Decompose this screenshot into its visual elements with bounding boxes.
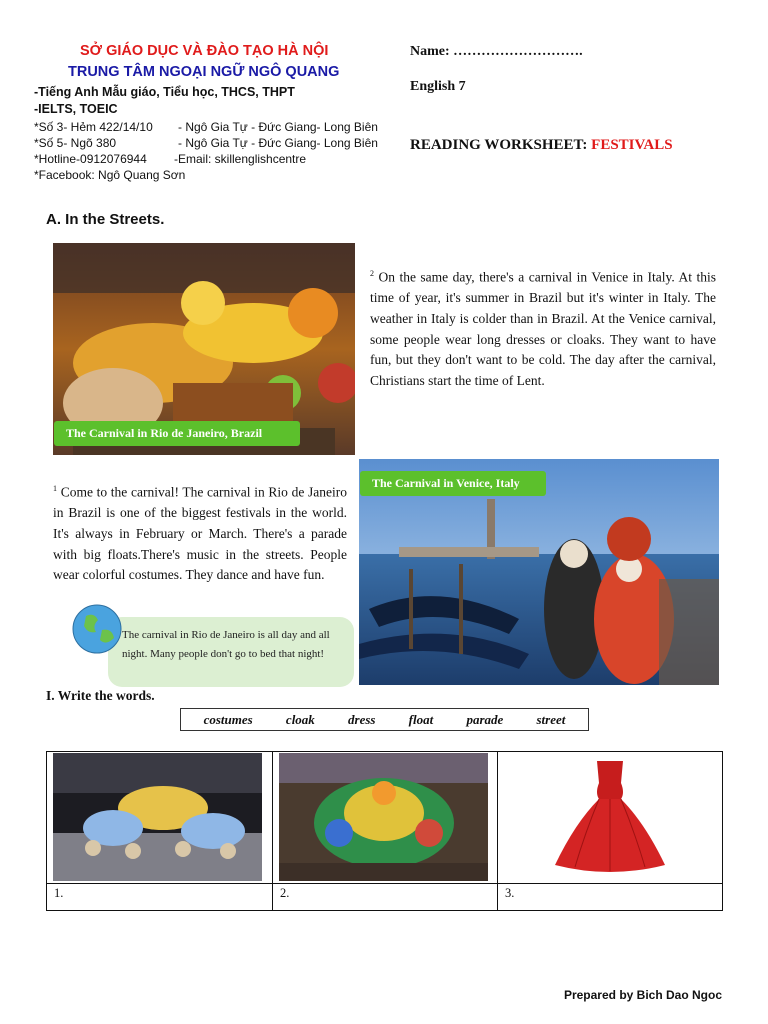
word-box [180, 708, 589, 731]
paragraph-1-number: 1 [53, 484, 57, 493]
student-name-field: Name: ………………………. [410, 44, 583, 59]
rio-photo-caption: The Carnival in Rio de Janeiro, Brazil [54, 421, 300, 446]
worksheet-label: READING WORKSHEET: [410, 137, 588, 153]
float-photo [279, 753, 488, 881]
address-2-left: *Số 5- Ngõ 380 [34, 136, 117, 150]
paragraph-2-number: 2 [370, 269, 374, 278]
table-row-divider [47, 883, 722, 884]
address-1-right: - Ngô Gia Tự - Đức Giang- Long Biên [178, 120, 378, 134]
courses-line-1: -Tiếng Anh Mẫu giáo, Tiểu học, THCS, THPT [34, 85, 295, 99]
picture-answer-table [46, 751, 723, 911]
address-2-right: - Ngô Gia Tự - Đức Giang- Long Biên [178, 136, 378, 150]
worksheet-topic: FESTIVALS [591, 137, 673, 153]
prepared-by: Prepared by Bich Dao Ngoc [563, 988, 722, 1002]
paragraph-1 [53, 479, 347, 586]
answer-number-1: 1. [54, 886, 64, 900]
note-text: The carnival in Rio de Janeiro is all day and all night. Many people don't go to bed that night! [122, 629, 330, 660]
courses-line-2: -IELTS, TOEIC [34, 102, 118, 116]
word-float: float [408, 711, 434, 727]
parade-photo [53, 753, 262, 881]
hotline: *Hotline-0912076944 [34, 152, 147, 166]
word-parade: parade [466, 711, 504, 727]
worksheet-title [410, 137, 673, 154]
globe-icon [72, 604, 122, 654]
word-street: street [536, 711, 566, 727]
org-centre-title: TRUNG TÂM NGOẠI NGỮ NGÔ QUANG [68, 64, 340, 80]
paragraph-2-text: On the same day, there's a carnival in Venice in Italy. At this time of year, it's summer in Brazil but it's winter in Italy. The weather in Italy is colder than in Brazil. At the Venice carnival, some people wear long dresses or cloaks. They want to have fun, but they don't want to be cold. The day after the carnival, Christians start the time of Lent. [370, 269, 717, 389]
grade-label: English 7 [410, 79, 466, 94]
paragraph-1-text: Come to the carnival! The carnival in Rio de Janeiro in Brazil is one of the biggest festivals in the world. It's always in February or March. There's a parade with big floats.There's music in the streets. People wear colorful costumes. They dance and have fun. [53, 484, 347, 583]
email: -Email: skillenglishcentre [174, 152, 307, 166]
answer-number-3: 3. [505, 886, 515, 900]
section-title: A. In the Streets. [46, 211, 165, 228]
red-dress-picture [505, 753, 715, 881]
facebook: *Facebook: Ngô Quang Sơn [34, 168, 186, 182]
word-dress: dress [348, 711, 376, 727]
word-costumes: costumes [203, 711, 253, 727]
answer-number-2: 2. [280, 886, 290, 900]
org-department-title: SỞ GIÁO DỤC VÀ ĐÀO TẠO HÀ NỘI [80, 43, 329, 59]
exercise-title: I. Write the words. [46, 688, 155, 703]
paragraph-2 [370, 264, 716, 392]
address-1-left: *Số 3- Hẻm 422/14/10 [34, 120, 153, 134]
venice-photo-caption: The Carnival in Venice, Italy [360, 471, 546, 496]
word-cloak: cloak [285, 711, 315, 727]
